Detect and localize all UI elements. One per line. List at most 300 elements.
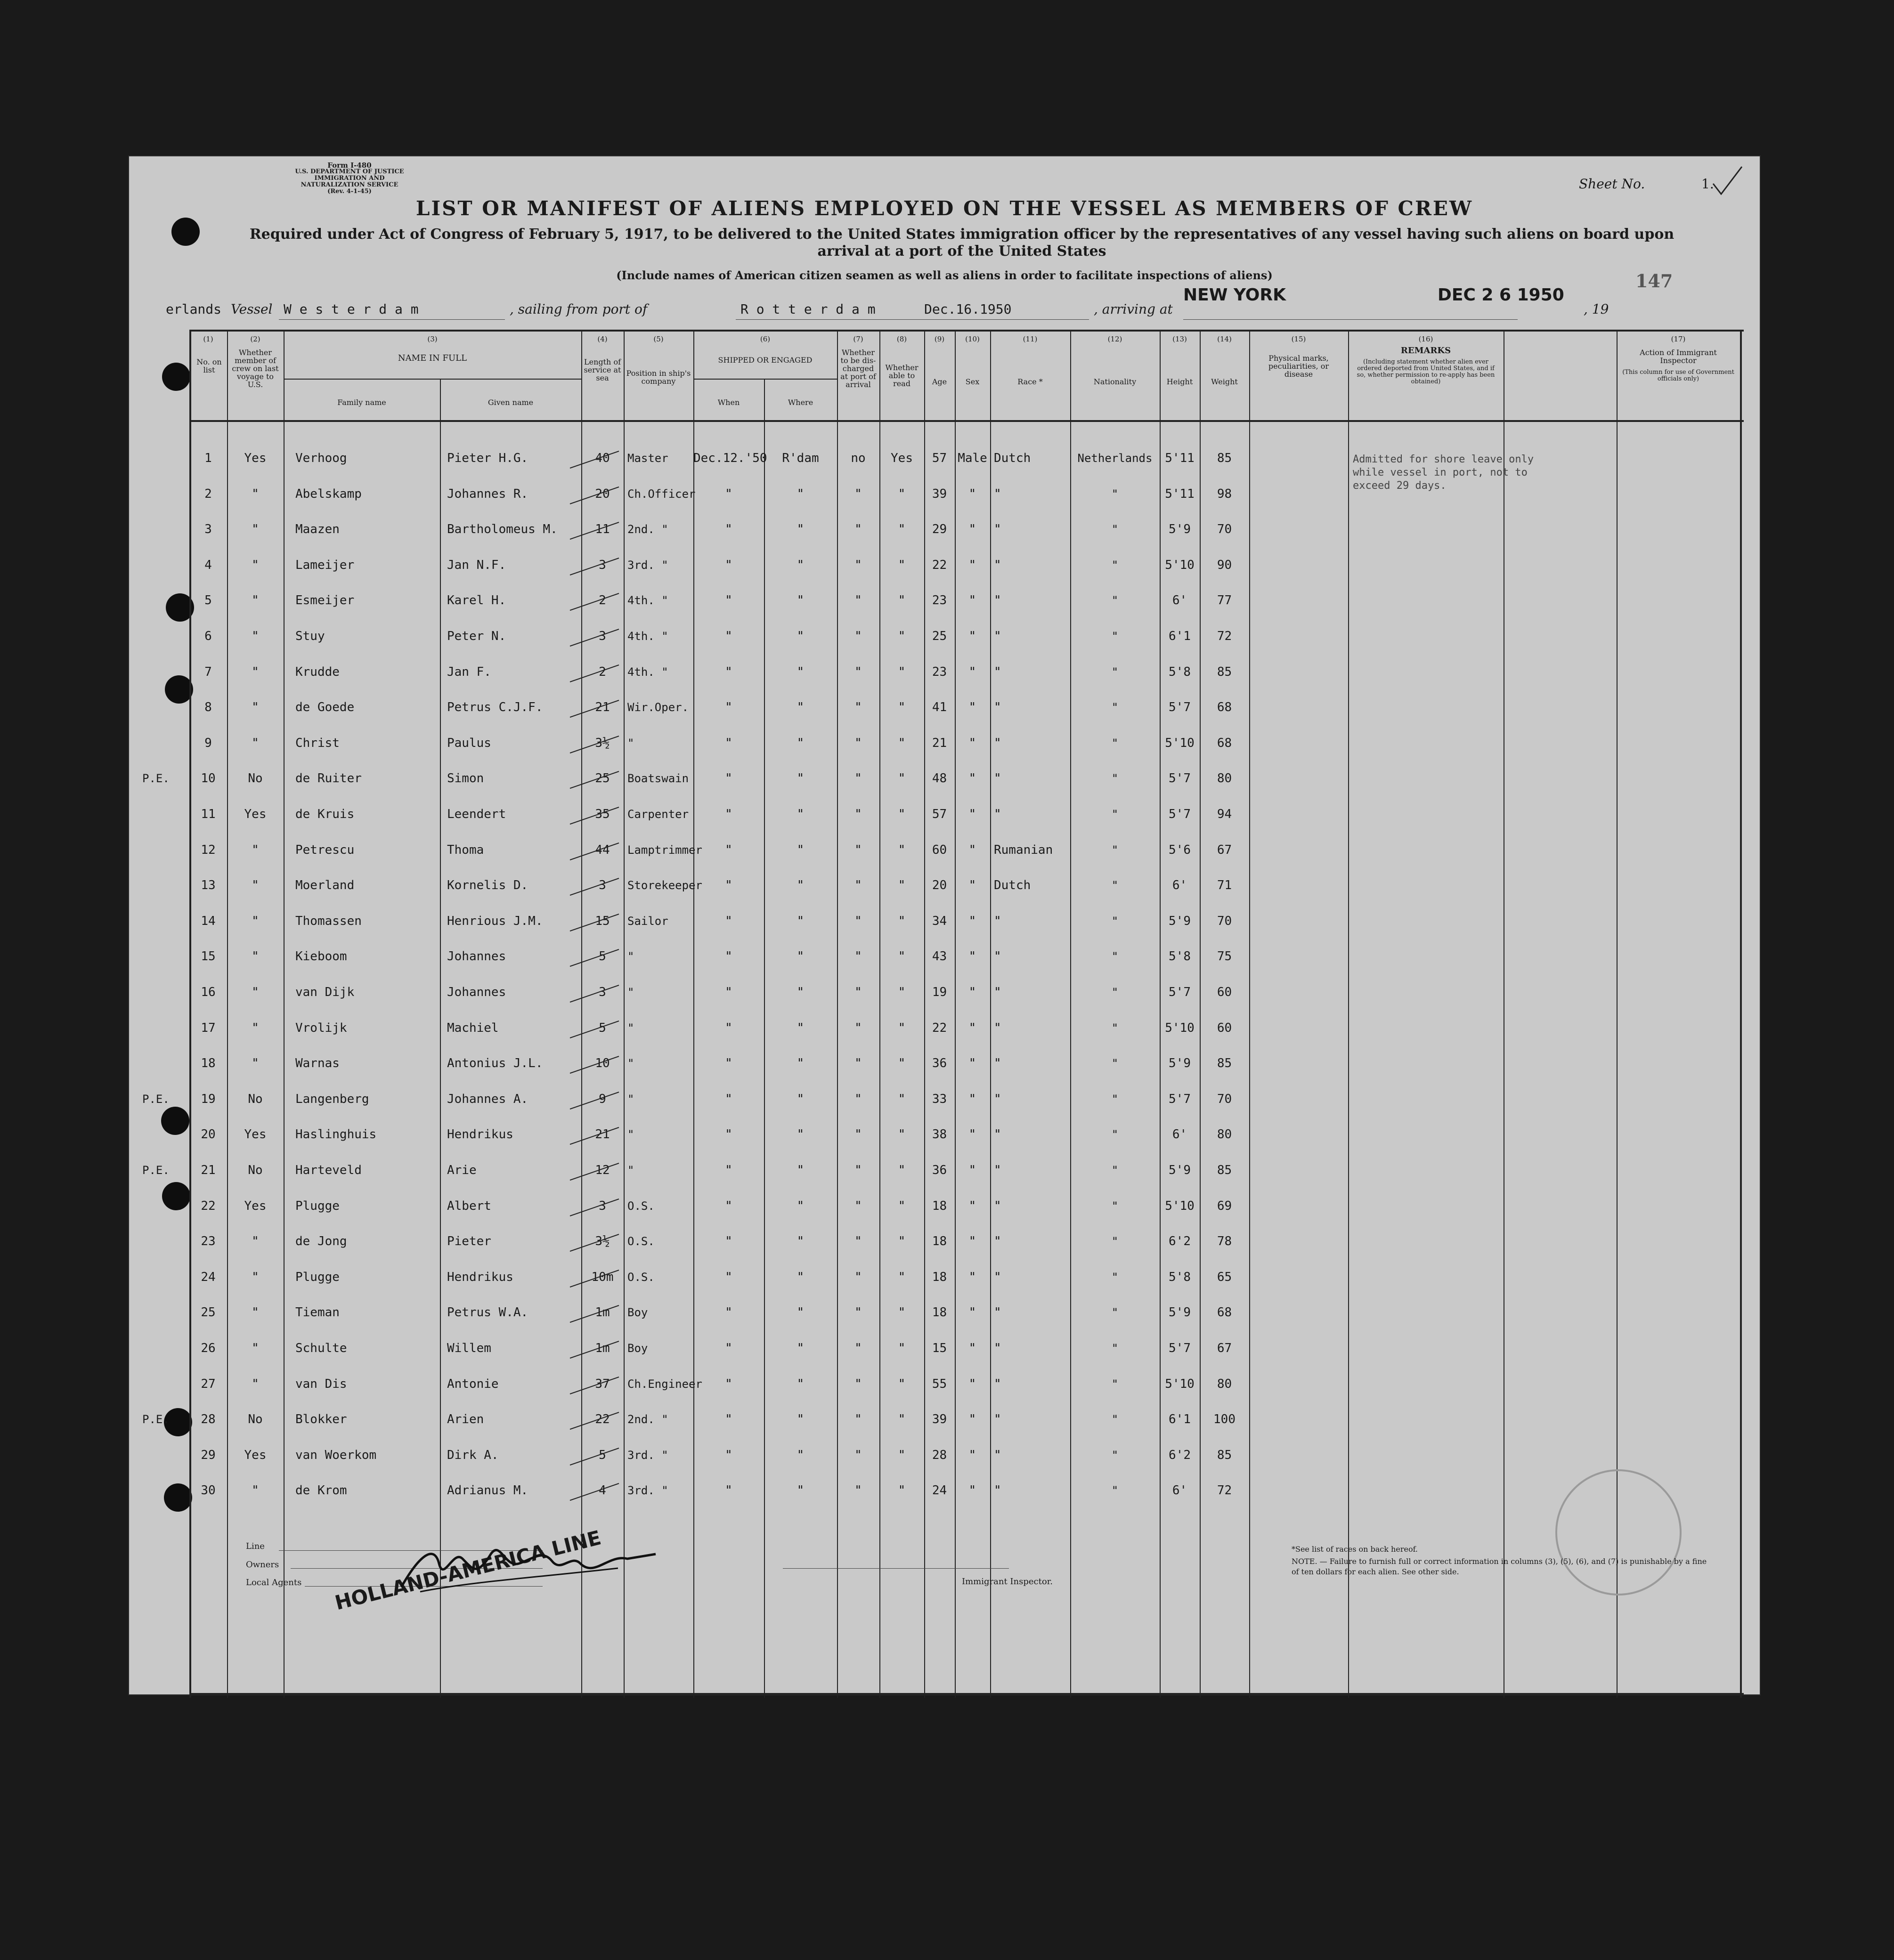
shipped-where: " — [797, 664, 805, 679]
discharged: " — [854, 985, 862, 999]
age: 21 — [932, 736, 947, 750]
previous-voyage: " — [252, 949, 259, 964]
col-header-discharged: Whether to be dis-charged at port of arrival — [840, 348, 876, 389]
shipped-when: " — [725, 1377, 732, 1391]
sex: " — [968, 664, 976, 679]
family-name: van Woerkom — [295, 1448, 377, 1462]
vessel-prefix: erlands — [166, 301, 222, 317]
margin-mark: P.E. — [142, 772, 170, 786]
tick-mark-icon — [566, 484, 623, 508]
shipped-where: " — [797, 878, 805, 893]
nationality: " — [1111, 1092, 1119, 1106]
shipped-where: " — [797, 1020, 805, 1035]
race: " — [994, 700, 1001, 715]
race: " — [994, 486, 1001, 501]
given-name: Paulus — [447, 736, 491, 750]
weight: 72 — [1217, 1483, 1232, 1498]
race: " — [994, 629, 1001, 643]
given-name: Antonie — [447, 1377, 499, 1391]
able-to-read: " — [898, 1412, 906, 1427]
col-num: (14) — [1217, 335, 1232, 343]
nationality: " — [1111, 736, 1119, 750]
position: " — [627, 1164, 634, 1177]
service-length: 21 — [595, 1127, 610, 1142]
col-header-no: No. on list — [196, 357, 222, 374]
height: 5'9 — [1169, 1163, 1191, 1177]
age: 39 — [932, 486, 947, 501]
discharged: " — [854, 736, 862, 750]
race: " — [994, 593, 1001, 608]
shipped-sub-rule — [693, 379, 837, 380]
family-name: Haslinghuis — [295, 1127, 377, 1142]
table-top-rule — [189, 330, 1744, 332]
family-name: van Dijk — [295, 985, 355, 999]
race: " — [994, 1163, 1001, 1177]
weight: 100 — [1213, 1412, 1236, 1427]
discharged: " — [854, 629, 862, 643]
sailing-label: , sailing from port of — [510, 301, 648, 317]
service-length: 11 — [595, 522, 610, 537]
nationality: " — [1111, 808, 1119, 821]
height: 5'7 — [1169, 771, 1191, 786]
sex: " — [968, 807, 976, 821]
given-name: Thoma — [447, 842, 484, 857]
col-header-read: Whether able to read — [885, 363, 919, 388]
shipped-when: " — [725, 1412, 732, 1427]
col-rule — [1348, 330, 1349, 1698]
previous-voyage: " — [252, 1483, 259, 1498]
col-num: (17) — [1671, 335, 1686, 343]
row-number: 19 — [201, 1092, 216, 1106]
able-to-read: " — [898, 914, 906, 928]
row-number: 15 — [201, 949, 216, 964]
discharged: " — [854, 1092, 862, 1106]
able-to-read: " — [898, 771, 906, 786]
tick-mark-icon — [566, 911, 623, 935]
height: 6'2 — [1169, 1234, 1191, 1249]
weight: 80 — [1217, 1377, 1232, 1391]
row-number: 14 — [201, 914, 216, 928]
family-name: Blokker — [295, 1412, 347, 1427]
given-name: Dirk A. — [447, 1448, 499, 1462]
col-header-age: Age — [932, 377, 947, 386]
sex: " — [968, 558, 976, 572]
shipped-when: " — [725, 914, 732, 928]
tick-mark-icon — [566, 1374, 623, 1398]
col-header-name: NAME IN FULL — [398, 353, 467, 363]
family-name: Krudde — [295, 664, 340, 679]
nationality: " — [1111, 594, 1119, 607]
discharged: " — [854, 949, 862, 964]
shipped-when: " — [725, 1127, 732, 1142]
position: 3rd. " — [627, 558, 668, 572]
given-name: Petrus W.A. — [447, 1305, 528, 1320]
height: 5'8 — [1169, 1270, 1191, 1284]
discharged: " — [854, 807, 862, 821]
position: 4th. " — [627, 665, 668, 679]
able-to-read: " — [898, 985, 906, 999]
tick-mark-icon — [566, 804, 623, 828]
col-num: (10) — [965, 335, 980, 343]
shipped-when: " — [725, 593, 732, 608]
manifest-sheet — [128, 155, 1761, 1695]
sex: " — [968, 1163, 976, 1177]
sex: " — [968, 700, 976, 715]
race: " — [994, 1341, 1001, 1355]
position: Ch.Officer — [627, 487, 696, 501]
position: Ch.Engineer — [627, 1377, 702, 1391]
shipped-when: " — [725, 1448, 732, 1462]
col-header-family: Family name — [337, 398, 386, 407]
able-to-read: " — [898, 1020, 906, 1035]
race: " — [994, 985, 1001, 999]
nationality: " — [1111, 1377, 1119, 1391]
given-name: Johannes R. — [447, 486, 528, 501]
able-to-read: " — [898, 807, 906, 821]
service-length: 15 — [595, 914, 610, 928]
sex: " — [968, 1020, 976, 1035]
height: 5'7 — [1169, 1092, 1191, 1106]
service-length: 35 — [595, 807, 610, 821]
sex: " — [968, 522, 976, 537]
family-name: de Kruis — [295, 807, 355, 821]
sheet-number: 1. — [1701, 176, 1714, 192]
row-number: 13 — [201, 878, 216, 893]
tick-mark-icon — [566, 1267, 623, 1291]
given-name: Machiel — [447, 1020, 499, 1035]
remarks-instruction: (Including statement whether alien ever ordered deported from United States, and if so, whether permission to re-apply has been obtained) — [1357, 358, 1495, 385]
col-header-service: Length of service at sea — [584, 357, 621, 382]
row-number: 30 — [201, 1483, 216, 1498]
height: 5'10 — [1165, 1020, 1195, 1035]
age: 34 — [932, 914, 947, 928]
tick-mark-icon — [566, 1053, 623, 1077]
sex: " — [968, 1448, 976, 1462]
service-length: 3 — [599, 558, 606, 572]
given-name: Antonius J.L. — [447, 1056, 543, 1071]
col-num: (4) — [597, 335, 608, 343]
col-header-given: Given name — [488, 398, 534, 407]
race: " — [994, 1483, 1001, 1498]
arrival-underline — [1183, 319, 1518, 320]
nationality: Netherlands — [1077, 452, 1153, 465]
given-name: Willem — [447, 1341, 491, 1355]
line-label: Line — [246, 1541, 265, 1551]
previous-voyage: No — [248, 1163, 263, 1177]
nationality: " — [1111, 986, 1119, 999]
tick-mark-icon — [566, 591, 623, 614]
given-name: Pieter — [447, 1234, 491, 1249]
discharged: " — [854, 878, 862, 893]
family-name: Christ — [295, 736, 340, 750]
col-header-shipped: SHIPPED OR ENGAGED — [718, 356, 813, 364]
row-number: 2 — [204, 486, 212, 501]
margin-mark: P.E. — [142, 1092, 170, 1106]
shipped-where: " — [797, 1305, 805, 1320]
row-number: 28 — [201, 1412, 216, 1427]
tick-mark-icon — [566, 1303, 623, 1326]
row-number: 25 — [201, 1305, 216, 1320]
race: " — [994, 558, 1001, 572]
shipped-where: " — [797, 1377, 805, 1391]
discharged: " — [854, 1199, 862, 1213]
previous-voyage: Yes — [244, 807, 267, 821]
row-number: 27 — [201, 1377, 216, 1391]
weight: 72 — [1217, 629, 1232, 643]
sheet-label: Sheet No. — [1579, 176, 1645, 192]
nationality: " — [1111, 1306, 1119, 1320]
able-to-read: " — [898, 842, 906, 857]
height: 6'2 — [1169, 1448, 1191, 1462]
weight: 70 — [1217, 522, 1232, 537]
family-name: de Krom — [295, 1483, 347, 1498]
col-num: (13) — [1172, 335, 1187, 343]
service-length: 3 — [599, 878, 606, 893]
col-header-nationality: Nationality — [1093, 377, 1137, 386]
able-to-read: " — [898, 1270, 906, 1284]
able-to-read: " — [898, 1341, 906, 1355]
col-num: (5) — [653, 335, 664, 343]
age: 18 — [932, 1305, 947, 1320]
race: Dutch — [994, 451, 1031, 465]
sailing-date: Dec.16.1950 — [924, 301, 1012, 317]
previous-voyage: " — [252, 1305, 259, 1320]
shipped-where: " — [797, 558, 805, 572]
position: 3rd. " — [627, 1448, 668, 1462]
position: " — [627, 1057, 634, 1070]
shipped-when: " — [725, 985, 732, 999]
tick-mark-icon — [566, 875, 623, 899]
nationality: " — [1111, 1270, 1119, 1284]
position: 2nd. " — [627, 523, 668, 536]
weight: 68 — [1217, 736, 1232, 750]
family-name: Langenberg — [295, 1092, 369, 1106]
position: " — [627, 736, 634, 750]
age: 33 — [932, 1092, 947, 1106]
previous-voyage: " — [252, 486, 259, 501]
row-number: 4 — [204, 558, 212, 572]
previous-voyage: " — [252, 700, 259, 715]
discharged: " — [854, 1341, 862, 1355]
row-number: 23 — [201, 1234, 216, 1249]
shipped-where: " — [797, 1199, 805, 1213]
port-underline — [736, 319, 1089, 320]
agents-label: Local Agents — [246, 1578, 302, 1587]
col-num: (15) — [1291, 335, 1306, 343]
sex: " — [968, 842, 976, 857]
age: 15 — [932, 1341, 947, 1355]
shipped-when: " — [725, 486, 732, 501]
race: " — [994, 1377, 1001, 1391]
able-to-read: " — [898, 1199, 906, 1213]
nationality: " — [1111, 1128, 1119, 1142]
signature-icon — [392, 1535, 665, 1611]
col-header-weight: Weight — [1211, 377, 1238, 386]
shipped-when: " — [725, 842, 732, 857]
tick-mark-icon — [566, 1089, 623, 1113]
height: 6'1 — [1169, 629, 1191, 643]
sex: " — [968, 1092, 976, 1106]
tick-mark-icon — [566, 662, 623, 686]
include-note: (Include names of American citizen seamen as well as aliens in order to facilitate inspections of aliens) — [616, 268, 1273, 282]
able-to-read: " — [898, 736, 906, 750]
tick-mark-icon — [566, 769, 623, 792]
nationality: " — [1111, 1235, 1119, 1248]
previous-voyage: " — [252, 1020, 259, 1035]
remarks-line: exceed 29 days. — [1353, 480, 1447, 492]
form-number: Form I-480 — [327, 161, 372, 170]
fine-note: NOTE. — Failure to furnish full or correct information in columns (3), (5), (6), and (7) is punishable by a fine of ten dollars for each alien. See other side. — [1292, 1557, 1707, 1576]
previous-voyage: No — [248, 1412, 263, 1427]
given-name: Jan F. — [447, 664, 491, 679]
service-length: 5 — [599, 1020, 606, 1035]
col-header-inspector: Action of Immigrant Inspector — [1640, 348, 1717, 365]
shipped-when: " — [725, 771, 732, 786]
able-to-read: " — [898, 1448, 906, 1462]
col-header-remarks: REMARKS — [1400, 346, 1451, 356]
service-length: 10 — [595, 1056, 610, 1071]
height: 5'10 — [1165, 1199, 1195, 1213]
nationality: " — [1111, 1199, 1119, 1213]
shipped-when: " — [725, 1020, 732, 1035]
able-to-read: " — [898, 1483, 906, 1498]
weight: 69 — [1217, 1199, 1232, 1213]
discharged: " — [854, 1127, 862, 1142]
position: " — [627, 950, 634, 964]
family-name: de Goede — [295, 700, 355, 715]
position: Storekeeper — [627, 879, 702, 892]
position: 4th. " — [627, 630, 668, 643]
sex: " — [968, 593, 976, 608]
weight: 67 — [1217, 842, 1232, 857]
discharged: " — [854, 914, 862, 928]
age: 57 — [932, 451, 947, 465]
age: 48 — [932, 771, 947, 786]
previous-voyage: " — [252, 558, 259, 572]
race: " — [994, 736, 1001, 750]
discharged: " — [854, 1234, 862, 1249]
discharged: " — [854, 1377, 862, 1391]
arrival-date: DEC 2 6 1950 — [1438, 285, 1564, 305]
col-header-race: Race * — [1017, 377, 1043, 386]
height: 5'11 — [1165, 486, 1195, 501]
able-to-read: " — [898, 700, 906, 715]
weight: 80 — [1217, 771, 1232, 786]
given-name: Albert — [447, 1199, 491, 1213]
family-name: Schulte — [295, 1341, 347, 1355]
service-length: 4 — [599, 1483, 606, 1498]
shipped-where: " — [797, 949, 805, 964]
previous-voyage: " — [252, 1234, 259, 1249]
stamp-number: 147 — [1635, 270, 1673, 292]
punch-hole — [165, 675, 193, 704]
tick-mark-icon — [566, 1018, 623, 1042]
col-header-physical: Physical marks, peculiarities, or disease — [1268, 354, 1329, 379]
weight: 60 — [1217, 1020, 1232, 1035]
race: " — [994, 949, 1001, 964]
race: " — [994, 1020, 1001, 1035]
service-length: 1m — [595, 1305, 610, 1320]
nationality: " — [1111, 1448, 1119, 1462]
inspector-label: Immigrant Inspector. — [962, 1577, 1053, 1587]
service-length: 2 — [599, 593, 606, 608]
given-name: Arie — [447, 1163, 477, 1177]
shipped-when: " — [725, 700, 732, 715]
previous-voyage: Yes — [244, 1127, 267, 1142]
given-name: Simon — [447, 771, 484, 786]
nationality: " — [1111, 1164, 1119, 1177]
sex: " — [968, 771, 976, 786]
col-num: (8) — [896, 335, 907, 343]
row-number: 6 — [204, 629, 212, 643]
margin-mark: P.E. — [142, 1413, 170, 1426]
service-length: 12 — [595, 1163, 610, 1177]
col-rule — [284, 330, 285, 1698]
col-num: (1) — [203, 335, 213, 343]
shipped-when: " — [725, 1483, 732, 1498]
able-to-read: " — [898, 486, 906, 501]
position: O.S. — [627, 1199, 655, 1213]
col-header-prev-voyage: Whether member of crew on last voyage to U.S. — [232, 348, 279, 389]
height: 5'10 — [1165, 736, 1195, 750]
position: 4th. " — [627, 594, 668, 607]
position: Lamptrimmer — [627, 843, 702, 857]
shipped-where: " — [797, 1056, 805, 1071]
given-name: Johannes — [447, 949, 506, 964]
form-identifier — [284, 162, 415, 195]
weight: 77 — [1217, 593, 1232, 608]
shipped-when: " — [725, 949, 732, 964]
race: " — [994, 1127, 1001, 1142]
weight: 94 — [1217, 807, 1232, 821]
given-name: Henrious J.M. — [447, 914, 543, 928]
shipped-when: " — [725, 1341, 732, 1355]
height: 5'7 — [1169, 1341, 1191, 1355]
row-number: 29 — [201, 1448, 216, 1462]
family-name: Abelskamp — [295, 486, 362, 501]
shipped-where: " — [797, 1341, 805, 1355]
weight: 70 — [1217, 914, 1232, 928]
age: 18 — [932, 1199, 947, 1213]
table-bottom-rule — [189, 1693, 1744, 1695]
family-name: Plugge — [295, 1270, 340, 1284]
row-number: 17 — [201, 1020, 216, 1035]
race: " — [994, 1199, 1001, 1213]
col-num: (3) — [427, 335, 438, 343]
col-num: (9) — [934, 335, 945, 343]
able-to-read: " — [898, 1377, 906, 1391]
given-name: Adrianus M. — [447, 1483, 528, 1498]
given-name: Arien — [447, 1412, 484, 1427]
service-length: 37 — [595, 1377, 610, 1391]
able-to-read: " — [898, 629, 906, 643]
shipped-when: Dec.12.'50 — [693, 451, 767, 465]
tick-mark-icon — [566, 448, 623, 472]
row-number: 3 — [204, 522, 212, 537]
given-name: Johannes — [447, 985, 506, 999]
given-name: Hendrikus — [447, 1270, 513, 1284]
family-name: Kieboom — [295, 949, 347, 964]
departure-port: R o t t e r d a m — [740, 301, 876, 317]
nationality: " — [1111, 558, 1119, 572]
age: 60 — [932, 842, 947, 857]
col-header-where: Where — [788, 398, 813, 407]
row-number: 20 — [201, 1127, 216, 1142]
shipped-where: " — [797, 1448, 805, 1462]
sex: " — [968, 1199, 976, 1213]
shipped-where: " — [797, 914, 805, 928]
given-name: Bartholomeus M. — [447, 522, 558, 537]
